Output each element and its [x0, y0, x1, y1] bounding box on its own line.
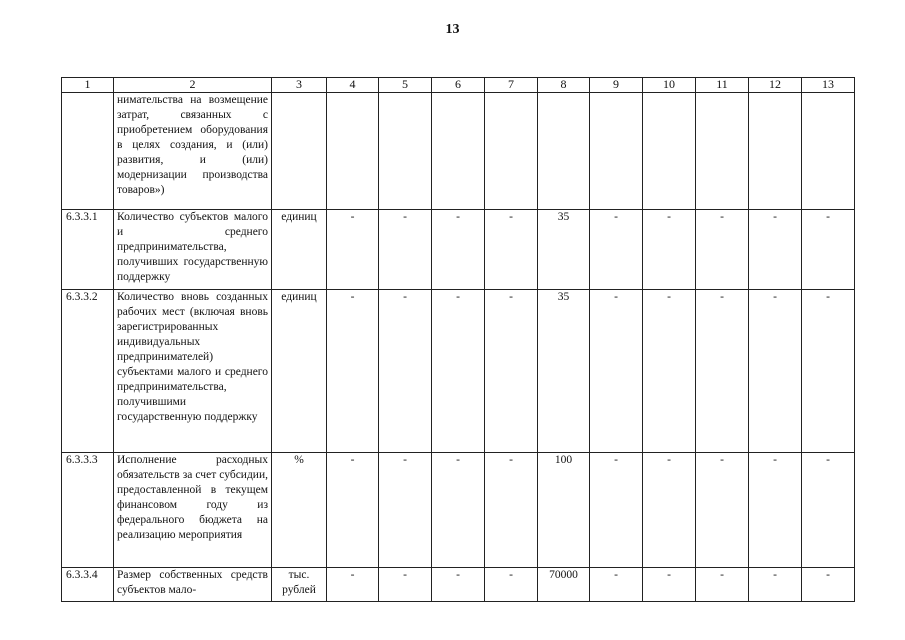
- value-cell: -: [749, 210, 802, 290]
- row-number-cell: 6.3.3.3: [62, 453, 114, 568]
- value-cell: [538, 93, 590, 210]
- value-cell: -: [696, 210, 749, 290]
- value-cell: -: [379, 453, 432, 568]
- unit-cell: единиц: [272, 210, 327, 290]
- header-cell: 6: [432, 78, 485, 93]
- row-number-cell: 6.3.3.4: [62, 568, 114, 602]
- header-row: [62, 78, 855, 93]
- value-cell: -: [432, 568, 485, 602]
- row-number-cell: 6.3.3.1: [62, 210, 114, 290]
- value-cell: -: [327, 210, 379, 290]
- value-cell: [485, 93, 538, 210]
- value-cell: -: [590, 453, 643, 568]
- value-cell: -: [802, 290, 855, 453]
- value-cell: -: [432, 290, 485, 453]
- header-cell: 4: [327, 78, 379, 93]
- value-cell: [696, 93, 749, 210]
- value-cell: -: [643, 290, 696, 453]
- indicator-name-cell: Размер собственных средств субъектов мало-: [114, 568, 272, 602]
- value-cell: -: [643, 210, 696, 290]
- row-number-cell: [62, 93, 114, 210]
- value-cell: [432, 93, 485, 210]
- header-cell: 9: [590, 78, 643, 93]
- value-cell: -: [432, 210, 485, 290]
- header-cell: 12: [749, 78, 802, 93]
- value-cell: -: [696, 568, 749, 602]
- value-cell: -: [485, 568, 538, 602]
- value-cell: [590, 93, 643, 210]
- indicator-name-cell: нимательства на возмещение затрат, связанных с приобретением оборудования в целях создания, и (или) развития, и (или) модернизации производства товаров»): [114, 93, 272, 210]
- header-cell: 10: [643, 78, 696, 93]
- unit-cell: тыс. рублей: [272, 568, 327, 602]
- header-cell: 8: [538, 78, 590, 93]
- value-cell: -: [749, 568, 802, 602]
- header-cell: 11: [696, 78, 749, 93]
- header-cell: 7: [485, 78, 538, 93]
- value-cell: -: [590, 568, 643, 602]
- value-cell: [749, 93, 802, 210]
- value-cell: -: [590, 290, 643, 453]
- header-cell: 5: [379, 78, 432, 93]
- value-cell: -: [696, 290, 749, 453]
- header-cell: 1: [62, 78, 114, 93]
- indicator-name-cell: Количество субъектов малого и среднего предпринимательства, получивших государственную поддержку: [114, 210, 272, 290]
- value-cell: [802, 93, 855, 210]
- value-cell: -: [432, 453, 485, 568]
- value-cell: -: [327, 568, 379, 602]
- value-cell: -: [379, 568, 432, 602]
- value-cell: -: [485, 290, 538, 453]
- value-cell: -: [379, 290, 432, 453]
- table-row: [62, 93, 855, 210]
- value-cell: -: [590, 210, 643, 290]
- value-cell: -: [802, 210, 855, 290]
- value-cell: -: [802, 453, 855, 568]
- value-cell: 70000: [538, 568, 590, 602]
- value-cell: 35: [538, 210, 590, 290]
- value-cell: 100: [538, 453, 590, 568]
- header-cell: 3: [272, 78, 327, 93]
- value-cell: -: [485, 453, 538, 568]
- indicator-name-cell: Исполнение расходных обязательств за счет субсидии, предоставленной в текущем финансовом году из федерального бюджета на реализацию мероприятия: [114, 453, 272, 568]
- value-cell: -: [327, 290, 379, 453]
- header-cell: 2: [114, 78, 272, 93]
- unit-cell: единиц: [272, 290, 327, 453]
- table-row: [62, 568, 855, 602]
- page-number: 13: [445, 22, 460, 37]
- value-cell: [643, 93, 696, 210]
- value-cell: -: [643, 453, 696, 568]
- unit-cell: [272, 93, 327, 210]
- value-cell: [379, 93, 432, 210]
- value-cell: -: [696, 453, 749, 568]
- value-cell: -: [379, 210, 432, 290]
- value-cell: -: [749, 290, 802, 453]
- unit-cell: %: [272, 453, 327, 568]
- table-row: [62, 210, 855, 290]
- value-cell: -: [485, 210, 538, 290]
- row-number-cell: 6.3.3.2: [62, 290, 114, 453]
- value-cell: [327, 93, 379, 210]
- table-row: [62, 453, 855, 568]
- value-cell: 35: [538, 290, 590, 453]
- value-cell: -: [802, 568, 855, 602]
- table-row: [62, 290, 855, 453]
- value-cell: -: [643, 568, 696, 602]
- value-cell: -: [327, 453, 379, 568]
- indicators-table: [61, 77, 855, 602]
- value-cell: -: [749, 453, 802, 568]
- indicator-name-cell: Количество вновь созданных рабочих мест (включая вновь зарегистрированных индивидуальных предпринимателей) субъектами малого и среднего предпринимательства, получившими государственную поддержку: [114, 290, 272, 453]
- header-cell: 13: [802, 78, 855, 93]
